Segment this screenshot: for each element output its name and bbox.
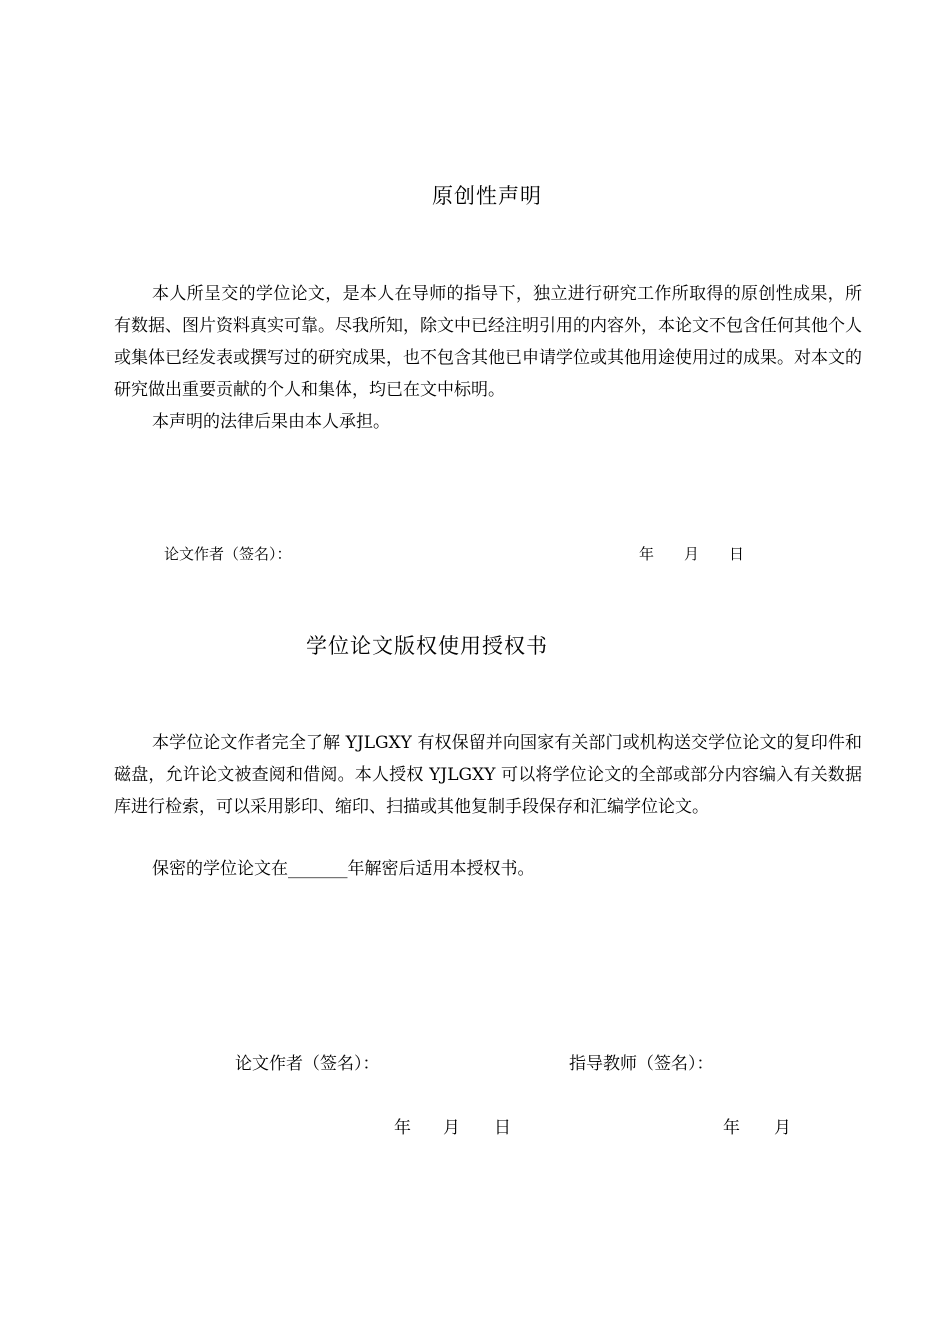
originality-date-year: 年 bbox=[639, 545, 655, 563]
originality-date-day: 日 bbox=[729, 545, 745, 563]
advisor-date-month: 月 bbox=[774, 1118, 791, 1138]
author-date-year: 年 bbox=[394, 1118, 411, 1138]
advisor-signature-label: 指导教师（签名）： bbox=[569, 1054, 714, 1074]
authorization-paragraph-1: 本学位论文作者完全了解 YJLGXY 有权保留并向国家有关部门或机构送交学位论文的复印件和磁盘，允许论文被查阅和借阅。本人授权 YJLGXY 可以将学位论文的全部或部分内容编入有关数据库进行检索，可以采用影印、缩印、扫描或其他复制手段保存和汇编学位论文。 bbox=[114, 733, 862, 817]
originality-author-signature-label: 论文作者（签名）： bbox=[164, 545, 292, 563]
author-date-month: 月 bbox=[443, 1118, 460, 1138]
originality-title: 原创性声明 bbox=[432, 184, 542, 208]
author-date-day: 日 bbox=[494, 1118, 511, 1138]
originality-paragraph-1: 本人所呈交的学位论文，是本人在导师的指导下，独立进行研究工作所取得的原创性成果，所有数据、图片资料真实可靠。尽我所知，除文中已经注明引用的内容外，本论文不包含任何其他个人或集体已经发表或撰写过的研究成果，也不包含其他已申请学位或其他用途使用过的成果。对本文的研究做出重要贡献的个人和集体，均已在文中标明。 bbox=[114, 284, 862, 400]
originality-date-month: 月 bbox=[684, 545, 700, 563]
originality-paragraph-2: 本声明的法律后果由本人承担。 bbox=[152, 412, 390, 432]
authorization-author-signature-label: 论文作者（签名）： bbox=[235, 1054, 380, 1074]
authorization-paragraph-2: 保密的学位论文在_______年解密后适用本授权书。 bbox=[152, 859, 535, 879]
authorization-title: 学位论文版权使用授权书 bbox=[306, 634, 548, 658]
advisor-date-year: 年 bbox=[723, 1118, 740, 1138]
